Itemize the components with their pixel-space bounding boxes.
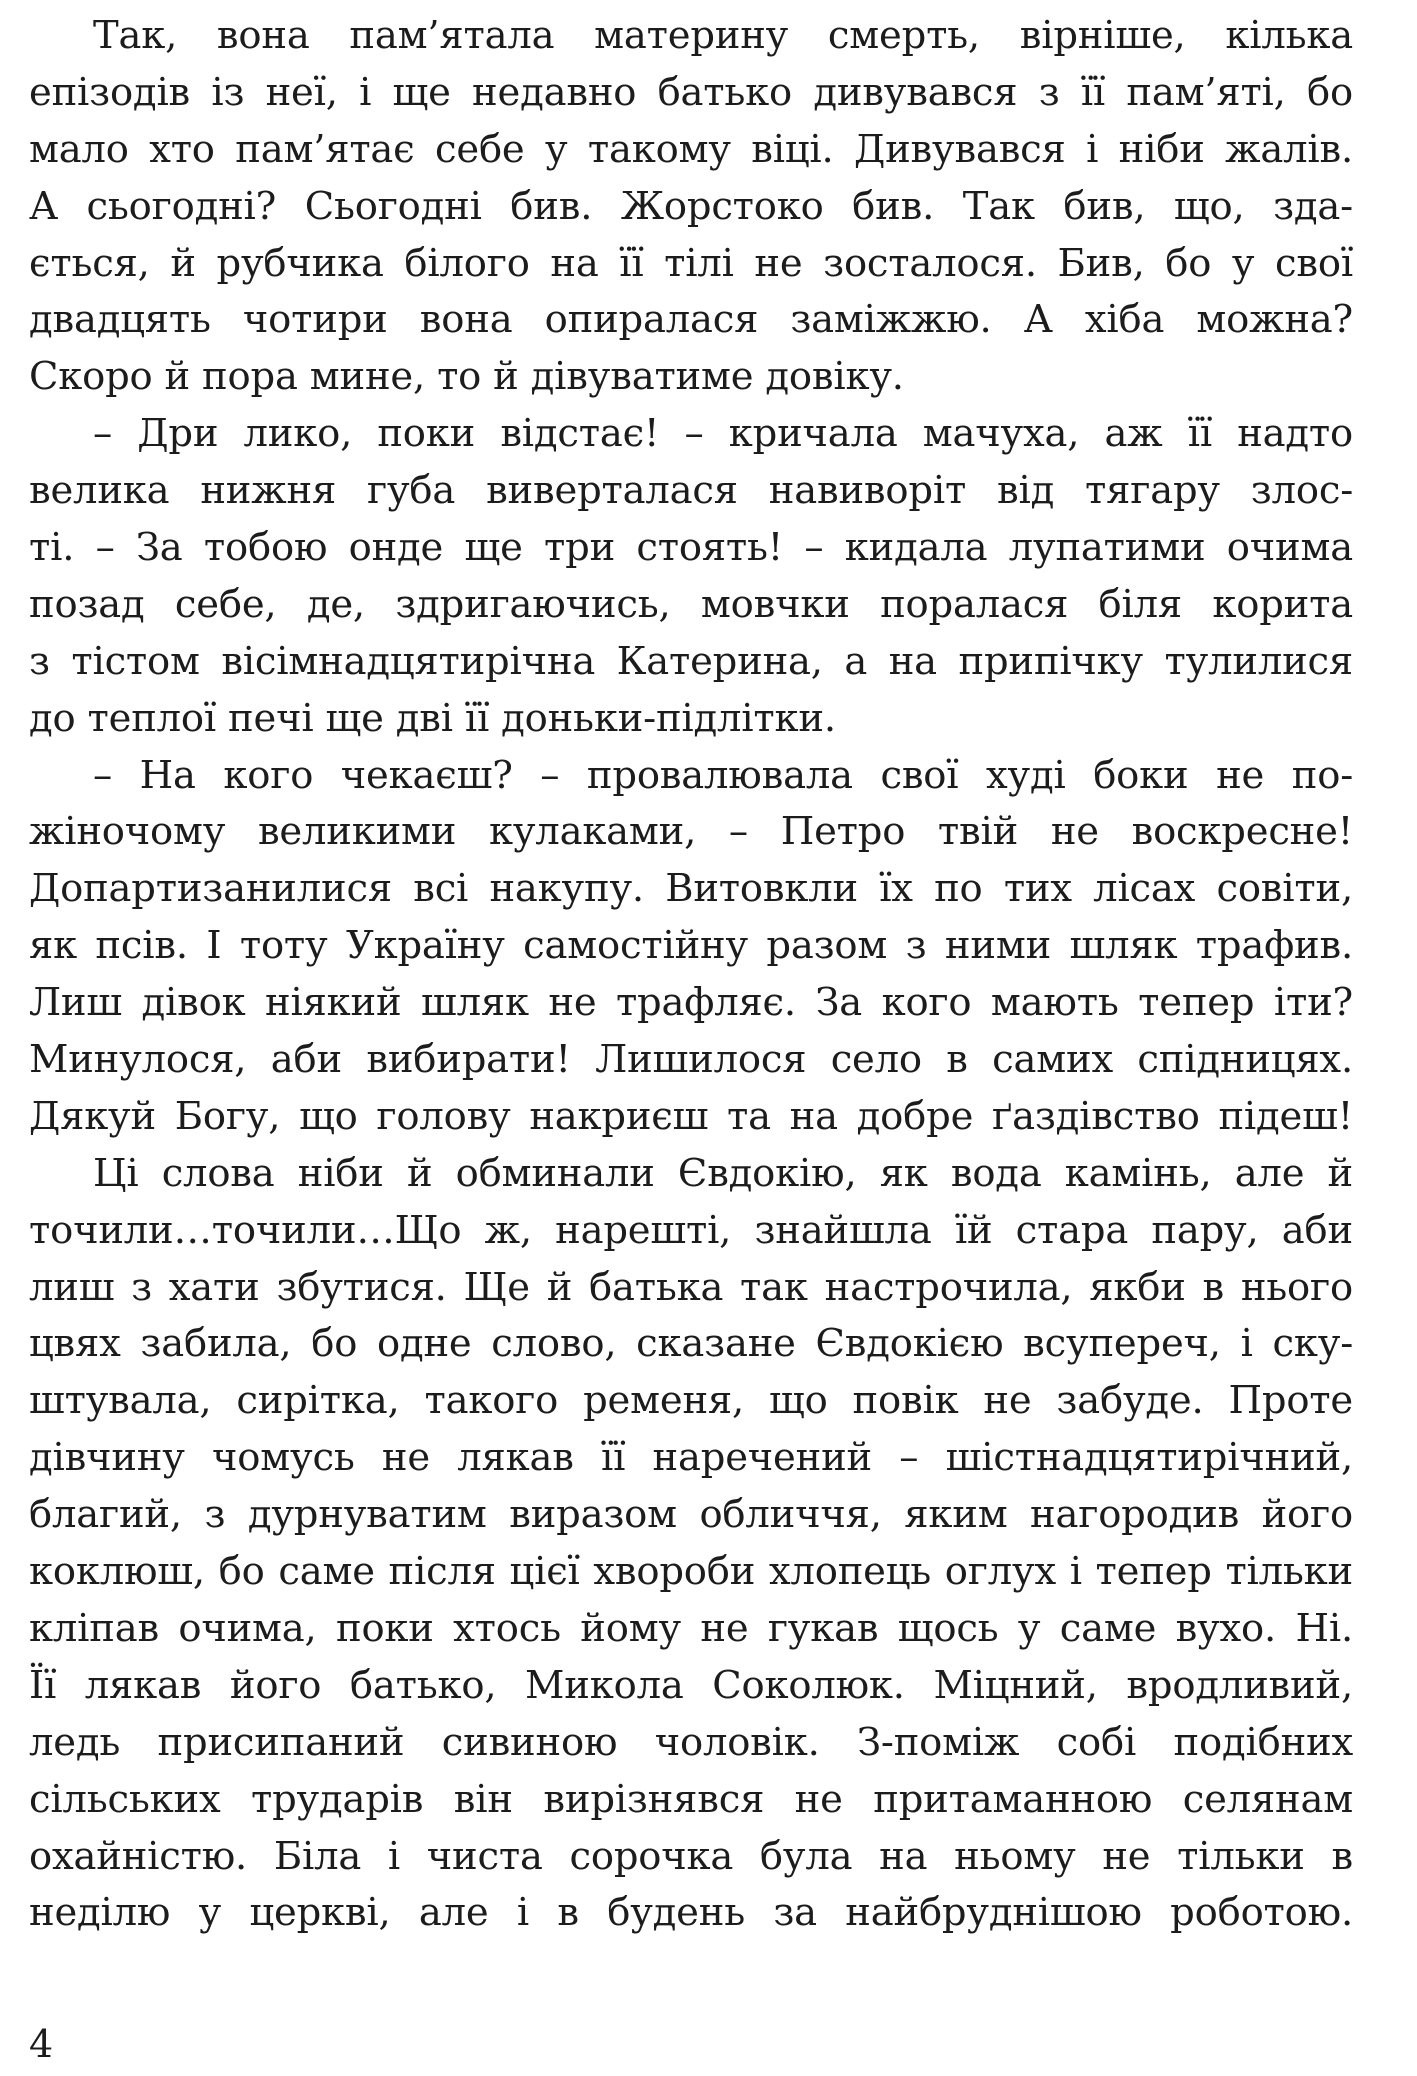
text-line: ледь присипаний сивиною чоловік. З-поміж собі подібних — [29, 1719, 1353, 1765]
paragraph-3 — [29, 748, 1353, 1146]
text-line: позад себе, де, здригаючись, мовчки поралася біля корита — [29, 581, 1353, 627]
text-line: ється, й рубчика білого на її тілі не зосталося. Бив, бо у свої — [29, 240, 1353, 286]
text-line: Так, вона пам’ятала материну смерть, вірніше, кілька — [93, 13, 1353, 58]
paragraph-4 — [29, 1146, 1353, 1942]
text-line: благий, з дурнуватим виразом обличчя, яким нагородив його — [29, 1492, 1353, 1538]
text-line: охайністю. Біла і чиста сорочка була на ньому не тільки в — [29, 1833, 1353, 1879]
text-line: до теплої печі ще дві її доньки-підлітки. — [29, 695, 836, 741]
text-line: А сьогодні? Сьогодні бив. Жорстоко бив. Так бив, що, зда- — [29, 183, 1353, 229]
text-line: велика нижня губа виверталася навиворіт від тягару злос- — [29, 468, 1353, 514]
text-line: епізодів із неї, і ще недавно батько дивувався з її пам’яті, бо — [29, 69, 1353, 115]
text-line: як псів. І тоту Україну самостійну разом з ними шляк трафив. — [29, 923, 1353, 969]
text-line: – Дри лико, поки відстає! – кричала мачуха, аж її надто — [93, 411, 1353, 457]
page-number: 4 — [29, 2022, 54, 2066]
text-line: дівчину чомусь не лякав її наречений – шістнадцятирічний, — [29, 1435, 1353, 1481]
text-line: неділю у церкві, але і в будень за найбруднішою роботою. — [29, 1890, 1353, 1936]
paragraph-2 — [29, 406, 1353, 747]
text-line: Лиш дівок ніякий шляк не трафляє. За кого мають тепер іти? — [29, 980, 1353, 1026]
text-line: сільських трударів він вирізнявся не притаманною селянам — [29, 1776, 1353, 1822]
book-page — [29, 8, 1353, 1942]
text-line: цвях забила, бо одне слово, сказане Євдокією всупереч, і ску- — [29, 1321, 1353, 1367]
text-line: двадцять чотири вона опиралася заміжжю. А хіба можна? — [29, 297, 1353, 343]
text-line: з тістом вісімнадцятирічна Катерина, а на припічку тулилися — [29, 638, 1353, 684]
text-line: Минулося, аби вибирати! Лишилося село в самих спідницях. — [29, 1037, 1353, 1083]
text-line: коклюш, бо саме після цієї хвороби хлопець оглух і тепер тільки — [29, 1549, 1353, 1595]
text-line: Скоро й пора мине, то й дівуватиме довіку. — [29, 354, 904, 400]
text-line: Допартизанилися всі накупу. Витовкли їх по тих лісах совіти, — [29, 866, 1353, 912]
text-line: Дякуй Богу, що голову накриєш та на добре ґаздівство підеш! — [29, 1093, 1353, 1139]
text-line: Ці слова ніби й обминали Євдокію, як вода камінь, але й — [93, 1150, 1353, 1196]
text-line: жіночому великими кулаками, – Петро твій не воскресне! — [29, 809, 1353, 855]
text-line: – На кого чекаєш? – провалювала свої худі боки не по- — [93, 752, 1353, 798]
text-line: мало хто пам’ятає себе у такому віці. Дивувався і ніби жалів. — [29, 126, 1353, 172]
text-line: Її лякав його батько, Микола Соколюк. Міцний, вродливий, — [29, 1662, 1353, 1708]
text-line: кліпав очима, поки хтось йому не гукав щось у саме вухо. Ні. — [29, 1605, 1353, 1651]
text-line: штувала, сирітка, такого ременя, що повік не забуде. Проте — [29, 1378, 1353, 1424]
text-line: лиш з хати збутися. Ще й батька так настрочила, якби в нього — [29, 1264, 1353, 1310]
text-line: точили…точили…Що ж, нарешті, знайшла їй стара пару, аби — [29, 1207, 1353, 1253]
text-line: ті. – За тобою онде ще три стоять! – кидала лупатими очима — [29, 525, 1353, 571]
paragraph-1 — [29, 8, 1353, 406]
